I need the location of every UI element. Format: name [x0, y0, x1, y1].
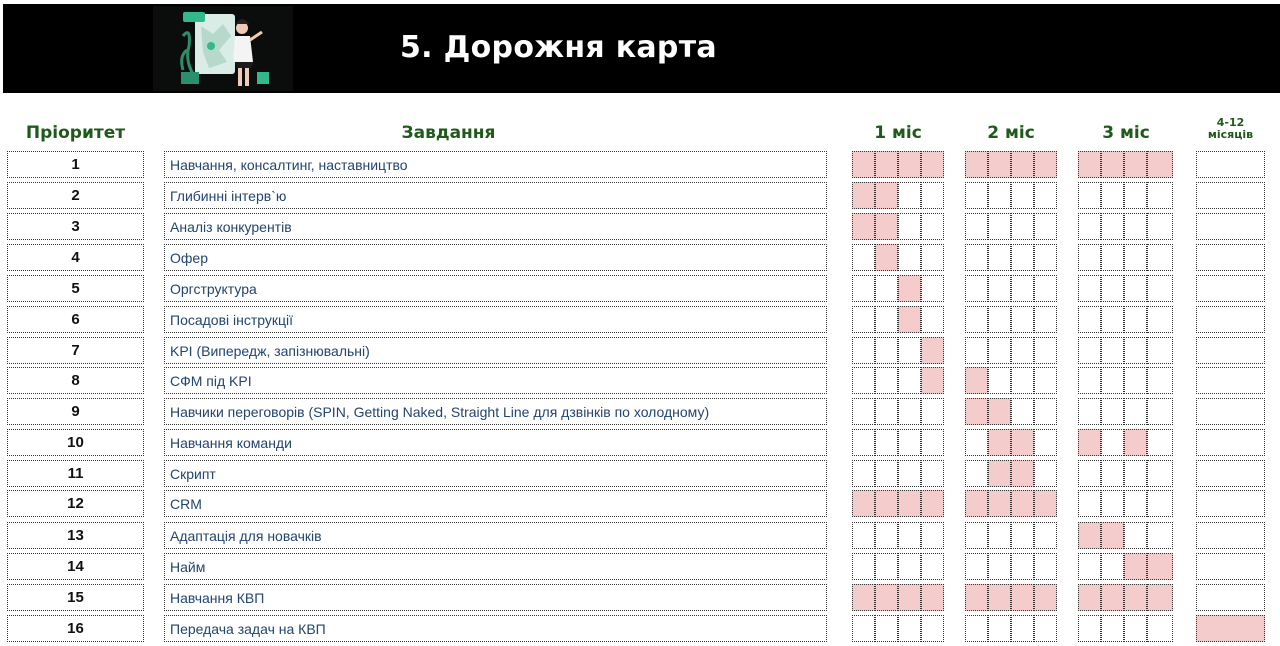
priority-cell: 9	[7, 398, 144, 425]
task-cell: Навчання команди	[164, 429, 827, 456]
later-months-cell	[1196, 244, 1265, 271]
later-months-range: 4-12	[1216, 116, 1245, 129]
timeline-cell	[1101, 275, 1124, 302]
timeline-cell	[921, 306, 944, 333]
timeline-cell	[921, 244, 944, 271]
month2-column-header: 2 міс	[987, 123, 1035, 143]
table-row	[0, 182, 1280, 213]
timeline-cell	[1078, 213, 1101, 240]
table-row	[0, 398, 1280, 429]
timeline-cell-active	[1011, 151, 1034, 178]
table-row	[0, 306, 1280, 337]
priority-cell: 14	[7, 553, 144, 580]
timeline-cell	[852, 398, 875, 425]
timeline-cell-active	[875, 151, 898, 178]
month3-column-header: 3 міс	[1102, 123, 1150, 143]
timeline-cell	[1034, 460, 1057, 487]
timeline-cell	[1101, 460, 1124, 487]
timeline-cell	[1124, 182, 1147, 209]
timeline-cell-active	[898, 306, 921, 333]
timeline-cell	[1034, 615, 1057, 642]
timeline-cell-active	[875, 584, 898, 611]
table-row	[0, 553, 1280, 584]
timeline-cell-active	[965, 398, 988, 425]
timeline-cell	[898, 615, 921, 642]
table-row	[0, 490, 1280, 521]
later-months-cell-active	[1196, 615, 1265, 642]
timeline-cell	[875, 553, 898, 580]
timeline-cell	[1078, 460, 1101, 487]
timeline-cell	[1124, 522, 1147, 549]
priority-cell: 16	[7, 615, 144, 642]
timeline-cell	[1011, 182, 1034, 209]
page-title: 5. Дорожня карта	[400, 30, 717, 65]
later-months-cell	[1196, 460, 1265, 487]
timeline-cell-active	[1124, 553, 1147, 580]
timeline-cell	[1124, 460, 1147, 487]
timeline-cell	[1101, 490, 1124, 517]
timeline-cell	[1124, 275, 1147, 302]
later-months-cell	[1196, 490, 1265, 517]
timeline-cell	[1124, 615, 1147, 642]
priority-column-header: Пріоритет	[25, 123, 126, 143]
timeline-cell	[988, 182, 1011, 209]
timeline-cell	[1147, 306, 1173, 333]
timeline-cell	[988, 615, 1011, 642]
timeline-cell-active	[965, 490, 988, 517]
timeline-cell	[1078, 275, 1101, 302]
timeline-cell-active	[852, 490, 875, 517]
timeline-cell	[852, 615, 875, 642]
timeline-cell	[1011, 306, 1034, 333]
timeline-cell	[1078, 182, 1101, 209]
timeline-cell-active	[898, 490, 921, 517]
header-bar	[3, 4, 1280, 93]
timeline-cell	[852, 275, 875, 302]
table-row	[0, 151, 1280, 182]
timeline-cell	[1011, 553, 1034, 580]
timeline-cell	[988, 213, 1011, 240]
timeline-cell	[1078, 306, 1101, 333]
later-months-cell	[1196, 151, 1265, 178]
timeline-cell	[988, 367, 1011, 394]
timeline-cell	[1147, 213, 1173, 240]
timeline-cell	[965, 522, 988, 549]
timeline-cell	[852, 553, 875, 580]
timeline-cell	[852, 306, 875, 333]
timeline-cell	[1101, 182, 1124, 209]
timeline-cell	[1124, 367, 1147, 394]
timeline-cell-active	[921, 337, 944, 364]
timeline-cell	[852, 244, 875, 271]
later-months-cell	[1196, 398, 1265, 425]
timeline-cell-active	[1078, 522, 1101, 549]
timeline-cell-active	[852, 213, 875, 240]
timeline-cell	[898, 429, 921, 456]
task-cell: Адаптація для новачків	[164, 522, 827, 549]
table-row	[0, 337, 1280, 368]
timeline-cell	[1011, 398, 1034, 425]
timeline-cell-active	[921, 151, 944, 178]
table-row	[0, 615, 1280, 646]
timeline-cell-active	[1078, 429, 1101, 456]
task-cell: CRM	[164, 490, 827, 517]
timeline-cell	[898, 213, 921, 240]
timeline-cell	[921, 615, 944, 642]
timeline-cell	[1011, 213, 1034, 240]
later-months-column-header	[1196, 117, 1265, 141]
timeline-cell	[1147, 460, 1173, 487]
table-row	[0, 213, 1280, 244]
timeline-cell	[1101, 615, 1124, 642]
timeline-cell	[1147, 275, 1173, 302]
task-cell: Передача задач на КВП	[164, 615, 827, 642]
timeline-cell	[965, 553, 988, 580]
timeline-cell	[1011, 522, 1034, 549]
priority-cell: 10	[7, 429, 144, 456]
timeline-cell	[875, 306, 898, 333]
timeline-cell-active	[921, 367, 944, 394]
table-row	[0, 244, 1280, 275]
timeline-cell	[1101, 337, 1124, 364]
table-row	[0, 429, 1280, 460]
task-cell: Аналіз конкурентів	[164, 213, 827, 240]
timeline-cell	[852, 429, 875, 456]
priority-cell: 13	[7, 522, 144, 549]
timeline-cell	[1147, 337, 1173, 364]
timeline-cell	[1147, 244, 1173, 271]
timeline-cell-active	[875, 244, 898, 271]
timeline-cell	[1034, 553, 1057, 580]
timeline-cell	[921, 460, 944, 487]
timeline-cell	[1124, 306, 1147, 333]
timeline-cell	[1034, 522, 1057, 549]
table-row	[0, 367, 1280, 398]
later-months-cell	[1196, 182, 1265, 209]
priority-cell: 5	[7, 275, 144, 302]
timeline-cell	[1147, 429, 1173, 456]
timeline-cell	[1078, 615, 1101, 642]
timeline-cell	[898, 553, 921, 580]
timeline-cell-active	[1101, 522, 1124, 549]
timeline-cell	[852, 460, 875, 487]
task-cell: Оргструктура	[164, 275, 827, 302]
timeline-cell-active	[1101, 151, 1124, 178]
table-row	[0, 584, 1280, 615]
task-cell: Офер	[164, 244, 827, 271]
table-row	[0, 275, 1280, 306]
later-months-cell	[1196, 522, 1265, 549]
timeline-cell	[852, 337, 875, 364]
timeline-cell-active	[852, 151, 875, 178]
timeline-cell	[898, 367, 921, 394]
timeline-cell	[1101, 213, 1124, 240]
timeline-cell	[988, 244, 1011, 271]
timeline-cell	[1011, 337, 1034, 364]
timeline-cell	[965, 306, 988, 333]
priority-cell: 4	[7, 244, 144, 271]
timeline-cell	[1078, 367, 1101, 394]
timeline-cell-active	[852, 584, 875, 611]
timeline-cell-active	[988, 490, 1011, 517]
timeline-cell	[898, 460, 921, 487]
timeline-cell	[1101, 306, 1124, 333]
timeline-cell	[965, 337, 988, 364]
timeline-cell-active	[988, 429, 1011, 456]
timeline-cell	[1034, 275, 1057, 302]
task-cell: Глибинні інтерв`ю	[164, 182, 827, 209]
later-months-cell	[1196, 553, 1265, 580]
timeline-cell	[988, 553, 1011, 580]
later-months-cell	[1196, 213, 1265, 240]
timeline-cell	[965, 460, 988, 487]
timeline-cell	[1011, 615, 1034, 642]
timeline-cell	[1147, 398, 1173, 425]
timeline-cell-active	[1034, 584, 1057, 611]
timeline-cell-active	[898, 275, 921, 302]
timeline-cell	[1078, 398, 1101, 425]
timeline-cell	[988, 275, 1011, 302]
timeline-cell-active	[875, 213, 898, 240]
timeline-cell-active	[875, 490, 898, 517]
timeline-cell	[1101, 244, 1124, 271]
timeline-cell-active	[988, 460, 1011, 487]
timeline-cell	[1124, 213, 1147, 240]
timeline-cell	[875, 429, 898, 456]
timeline-cell	[875, 460, 898, 487]
priority-cell: 8	[7, 367, 144, 394]
timeline-cell	[852, 522, 875, 549]
timeline-cell-active	[1011, 490, 1034, 517]
timeline-cell	[1147, 522, 1173, 549]
timeline-cell-active	[1147, 553, 1173, 580]
timeline-cell	[875, 615, 898, 642]
priority-cell: 3	[7, 213, 144, 240]
timeline-cell-active	[988, 398, 1011, 425]
task-cell: Навчики переговорів (SPIN, Getting Naked, Straight Line для дзвінків по холодному)	[164, 398, 827, 425]
timeline-cell	[1034, 367, 1057, 394]
timeline-cell	[921, 213, 944, 240]
timeline-cell	[898, 398, 921, 425]
timeline-cell	[1101, 553, 1124, 580]
timeline-cell-active	[1034, 151, 1057, 178]
task-cell: Навчання КВП	[164, 584, 827, 611]
timeline-cell	[898, 522, 921, 549]
timeline-cell-active	[988, 584, 1011, 611]
timeline-cell-active	[1011, 584, 1034, 611]
timeline-cell	[988, 522, 1011, 549]
task-cell: KPI (Випередж, запізнювальні)	[164, 337, 827, 364]
timeline-cell-active	[921, 490, 944, 517]
timeline-cell	[1147, 490, 1173, 517]
timeline-cell	[852, 367, 875, 394]
task-cell: СФМ під KPI	[164, 367, 827, 394]
timeline-cell-active	[1011, 429, 1034, 456]
timeline-cell	[1034, 213, 1057, 240]
timeline-cell	[875, 275, 898, 302]
timeline-cell	[898, 244, 921, 271]
timeline-cell	[1034, 244, 1057, 271]
timeline-cell	[1101, 429, 1124, 456]
timeline-cell	[965, 182, 988, 209]
timeline-cell	[1101, 398, 1124, 425]
timeline-cell	[921, 553, 944, 580]
timeline-cell	[921, 275, 944, 302]
timeline-cell	[1124, 244, 1147, 271]
timeline-cell-active	[921, 584, 944, 611]
timeline-cell	[875, 337, 898, 364]
timeline-cell	[1034, 429, 1057, 456]
timeline-cell	[965, 213, 988, 240]
timeline-cell-active	[1078, 151, 1101, 178]
timeline-cell-active	[875, 182, 898, 209]
table-row	[0, 522, 1280, 553]
timeline-cell	[1124, 398, 1147, 425]
timeline-cell	[1011, 275, 1034, 302]
later-months-cell	[1196, 306, 1265, 333]
timeline-cell-active	[1147, 151, 1173, 178]
priority-cell: 12	[7, 490, 144, 517]
timeline-cell	[1147, 615, 1173, 642]
timeline-cell-active	[1101, 584, 1124, 611]
task-column-header: Завдання	[401, 123, 496, 143]
timeline-cell	[1034, 306, 1057, 333]
timeline-cell-active	[1124, 151, 1147, 178]
timeline-cell	[1124, 490, 1147, 517]
timeline-cell-active	[852, 182, 875, 209]
timeline-cell-active	[988, 151, 1011, 178]
later-months-cell	[1196, 584, 1265, 611]
priority-cell: 11	[7, 460, 144, 487]
timeline-cell	[965, 275, 988, 302]
timeline-cell	[1147, 182, 1173, 209]
month1-column-header: 1 міс	[874, 123, 922, 143]
later-months-cell	[1196, 429, 1265, 456]
priority-cell: 2	[7, 182, 144, 209]
priority-cell: 6	[7, 306, 144, 333]
timeline-cell	[1011, 367, 1034, 394]
priority-cell: 1	[7, 151, 144, 178]
timeline-cell-active	[898, 584, 921, 611]
timeline-cell	[1034, 182, 1057, 209]
timeline-cell-active	[1034, 490, 1057, 517]
priority-cell: 15	[7, 584, 144, 611]
task-cell: Навчання, консалтинг, наставництво	[164, 151, 827, 178]
timeline-cell	[1078, 490, 1101, 517]
timeline-cell-active	[898, 151, 921, 178]
later-months-cell	[1196, 337, 1265, 364]
timeline-cell	[921, 429, 944, 456]
task-cell: Скрипт	[164, 460, 827, 487]
timeline-cell-active	[965, 584, 988, 611]
timeline-cell	[1078, 244, 1101, 271]
later-months-unit: місяців	[1207, 128, 1254, 141]
timeline-cell	[898, 182, 921, 209]
timeline-cell	[1078, 337, 1101, 364]
timeline-cell	[988, 306, 1011, 333]
timeline-cell	[1101, 367, 1124, 394]
timeline-cell-active	[1011, 460, 1034, 487]
timeline-cell	[1034, 398, 1057, 425]
timeline-cell	[875, 398, 898, 425]
table-row	[0, 460, 1280, 491]
timeline-cell	[965, 244, 988, 271]
later-months-cell	[1196, 275, 1265, 302]
timeline-cell	[988, 337, 1011, 364]
timeline-cell-active	[965, 367, 988, 394]
timeline-cell	[1078, 553, 1101, 580]
timeline-cell-active	[1147, 584, 1173, 611]
timeline-cell	[875, 367, 898, 394]
later-months-cell	[1196, 367, 1265, 394]
task-cell: Посадові інструкції	[164, 306, 827, 333]
timeline-cell	[921, 182, 944, 209]
timeline-cell	[1011, 244, 1034, 271]
timeline-cell	[921, 522, 944, 549]
timeline-cell	[1124, 337, 1147, 364]
roadmap-illustration-logo	[153, 6, 293, 91]
timeline-cell	[1034, 337, 1057, 364]
timeline-cell	[1147, 367, 1173, 394]
timeline-cell	[965, 429, 988, 456]
timeline-cell-active	[1078, 584, 1101, 611]
timeline-cell	[921, 398, 944, 425]
timeline-cell	[875, 522, 898, 549]
timeline-cell-active	[965, 151, 988, 178]
timeline-cell	[965, 615, 988, 642]
timeline-cell-active	[1124, 584, 1147, 611]
timeline-cell-active	[1124, 429, 1147, 456]
priority-cell: 7	[7, 337, 144, 364]
timeline-cell	[898, 337, 921, 364]
task-cell: Найм	[164, 553, 827, 580]
